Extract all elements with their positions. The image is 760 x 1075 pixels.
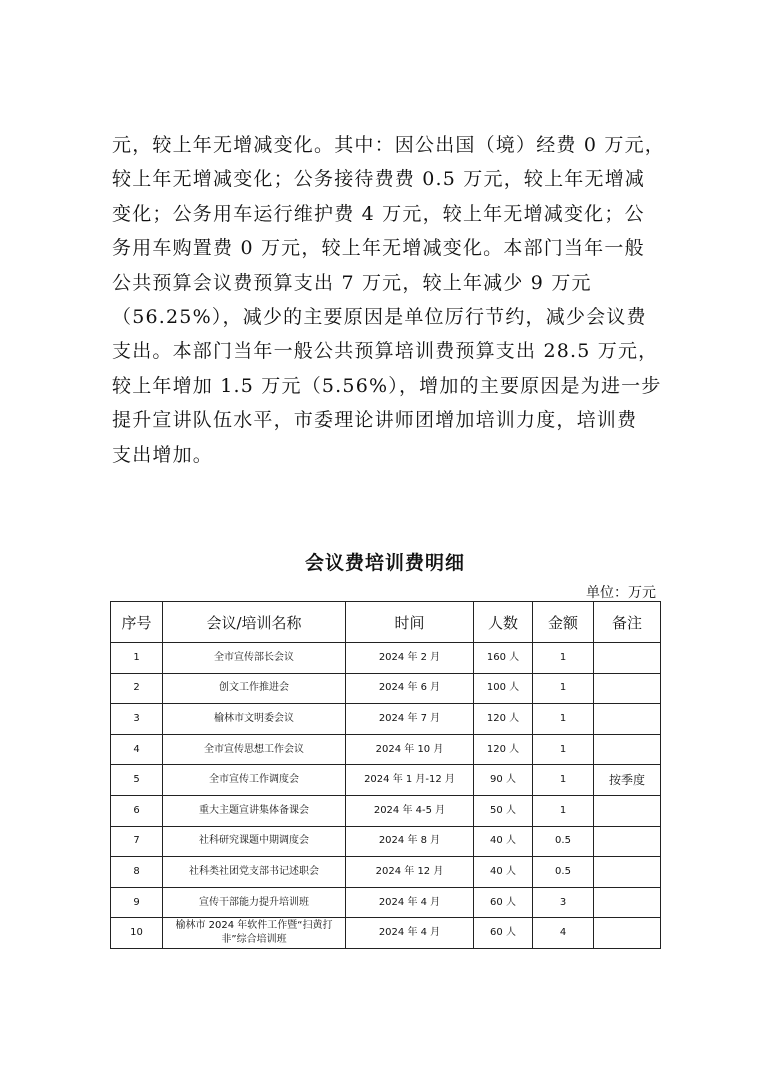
table-row xyxy=(111,765,661,796)
cell-no: 1 xyxy=(111,643,163,674)
header-amount: 金额 xyxy=(533,602,594,643)
paragraph-line: 公共预算会议费预算支出 7 万元，较上年减少 9 万元 xyxy=(112,271,592,294)
cell-people: 40 人 xyxy=(474,857,533,888)
unit-label: 单位：万元 xyxy=(586,585,656,601)
cell-name: 社科研究课题中期调度会 xyxy=(163,826,346,857)
cell-name: 榆林市文明委会议 xyxy=(163,704,346,735)
header-people: 人数 xyxy=(474,602,533,643)
cell-note xyxy=(594,795,661,826)
cell-people: 100 人 xyxy=(474,673,533,704)
cell-name: 创文工作推进会 xyxy=(163,673,346,704)
cell-name: 社科类社团党支部书记述职会 xyxy=(163,857,346,888)
cell-amount: 0.5 xyxy=(533,857,594,888)
table-header-row xyxy=(111,602,661,643)
cell-note xyxy=(594,734,661,765)
cell-amount: 1 xyxy=(533,643,594,674)
cell-amount: 1 xyxy=(533,734,594,765)
paragraph-line: 支出。本部门当年一般公共预算培训费预算支出 28.5 万元， xyxy=(112,340,659,363)
cell-amount: 0.5 xyxy=(533,826,594,857)
cell-time: 2024 年 1 月-12 月 xyxy=(346,765,474,796)
cell-note xyxy=(594,673,661,704)
table-row xyxy=(111,704,661,735)
paragraph-line: （56.25%），减少的主要原因是单位厉行节约，减少会议费 xyxy=(112,305,647,328)
table-row xyxy=(111,826,661,857)
cell-time: 2024 年 12 月 xyxy=(346,857,474,888)
cell-no: 6 xyxy=(111,795,163,826)
cell-no: 7 xyxy=(111,826,163,857)
paragraph-line: 较上年无增减变化；公务接待费费 0.5 万元，较上年无增减 xyxy=(112,168,646,191)
cell-time: 2024 年 4 月 xyxy=(346,887,474,918)
cell-note xyxy=(594,643,661,674)
cell-time: 2024 年 6 月 xyxy=(346,673,474,704)
cell-no: 5 xyxy=(111,765,163,796)
cell-note xyxy=(594,704,661,735)
cell-name: 重大主题宣讲集体备课会 xyxy=(163,795,346,826)
table-row xyxy=(111,673,661,704)
cell-people: 60 人 xyxy=(474,918,533,949)
cell-time: 2024 年 8 月 xyxy=(346,826,474,857)
cell-name: 宣传干部能力提升培训班 xyxy=(163,887,346,918)
cell-time: 2024 年 10 月 xyxy=(346,734,474,765)
header-name: 会议/培训名称 xyxy=(163,602,346,643)
paragraph-line: 提升宣讲队伍水平，市委理论讲师团增加培训力度，培训费 xyxy=(112,409,638,432)
cell-name: 全市宣传思想工作会议 xyxy=(163,734,346,765)
paragraph-line: 支出增加。 xyxy=(112,443,214,466)
cell-people: 50 人 xyxy=(474,795,533,826)
cell-people: 120 人 xyxy=(474,734,533,765)
cell-note xyxy=(594,918,661,949)
cell-note xyxy=(594,826,661,857)
cell-name: 榆林市 2024 年软件工作暨“扫黄打非”综合培训班 xyxy=(163,918,346,949)
cell-note xyxy=(594,857,661,888)
meeting-training-table xyxy=(110,601,661,949)
cell-people: 160 人 xyxy=(474,643,533,674)
cell-time: 2024 年 4 月 xyxy=(346,918,474,949)
cell-people: 120 人 xyxy=(474,704,533,735)
paragraph-line: 较上年增加 1.5 万元（5.56%），增加的主要原因是为进一步 xyxy=(112,374,662,397)
cell-no: 2 xyxy=(111,673,163,704)
cell-people: 60 人 xyxy=(474,887,533,918)
cell-amount: 1 xyxy=(533,795,594,826)
table-row xyxy=(111,918,661,949)
body-paragraph xyxy=(112,128,665,472)
header-note: 备注 xyxy=(594,602,661,643)
cell-time: 2024 年 4-5 月 xyxy=(346,795,474,826)
paragraph-line: 元，较上年无增减变化。其中：因公出国（境）经费 0 万元， xyxy=(112,134,665,156)
cell-name: 全市宣传部长会议 xyxy=(163,643,346,674)
cell-time: 2024 年 2 月 xyxy=(346,643,474,674)
cell-amount: 1 xyxy=(533,704,594,735)
table-row xyxy=(111,887,661,918)
cell-amount: 1 xyxy=(533,673,594,704)
cell-no: 9 xyxy=(111,887,163,918)
cell-amount: 4 xyxy=(533,918,594,949)
header-time: 时间 xyxy=(346,602,474,643)
cell-people: 90 人 xyxy=(474,765,533,796)
table-row xyxy=(111,643,661,674)
cell-people: 40 人 xyxy=(474,826,533,857)
table-row xyxy=(111,734,661,765)
paragraph-line: 务用车购置费 0 万元，较上年无增减变化。本部门当年一般 xyxy=(112,237,645,260)
cell-time: 2024 年 7 月 xyxy=(346,704,474,735)
paragraph-line: 变化；公务用车运行维护费 4 万元，较上年无增减变化；公 xyxy=(112,202,645,225)
cell-amount: 1 xyxy=(533,765,594,796)
cell-no: 8 xyxy=(111,857,163,888)
cell-no: 4 xyxy=(111,734,163,765)
cell-no: 3 xyxy=(111,704,163,735)
header-no: 序号 xyxy=(111,602,163,643)
cell-note: 按季度 xyxy=(594,765,661,796)
table-row xyxy=(111,857,661,888)
cell-name: 全市宣传工作调度会 xyxy=(163,765,346,796)
table-row xyxy=(111,795,661,826)
cell-no: 10 xyxy=(111,918,163,949)
table-title: 会议费培训费明细 xyxy=(304,552,465,574)
cell-note xyxy=(594,887,661,918)
cell-amount: 3 xyxy=(533,887,594,918)
